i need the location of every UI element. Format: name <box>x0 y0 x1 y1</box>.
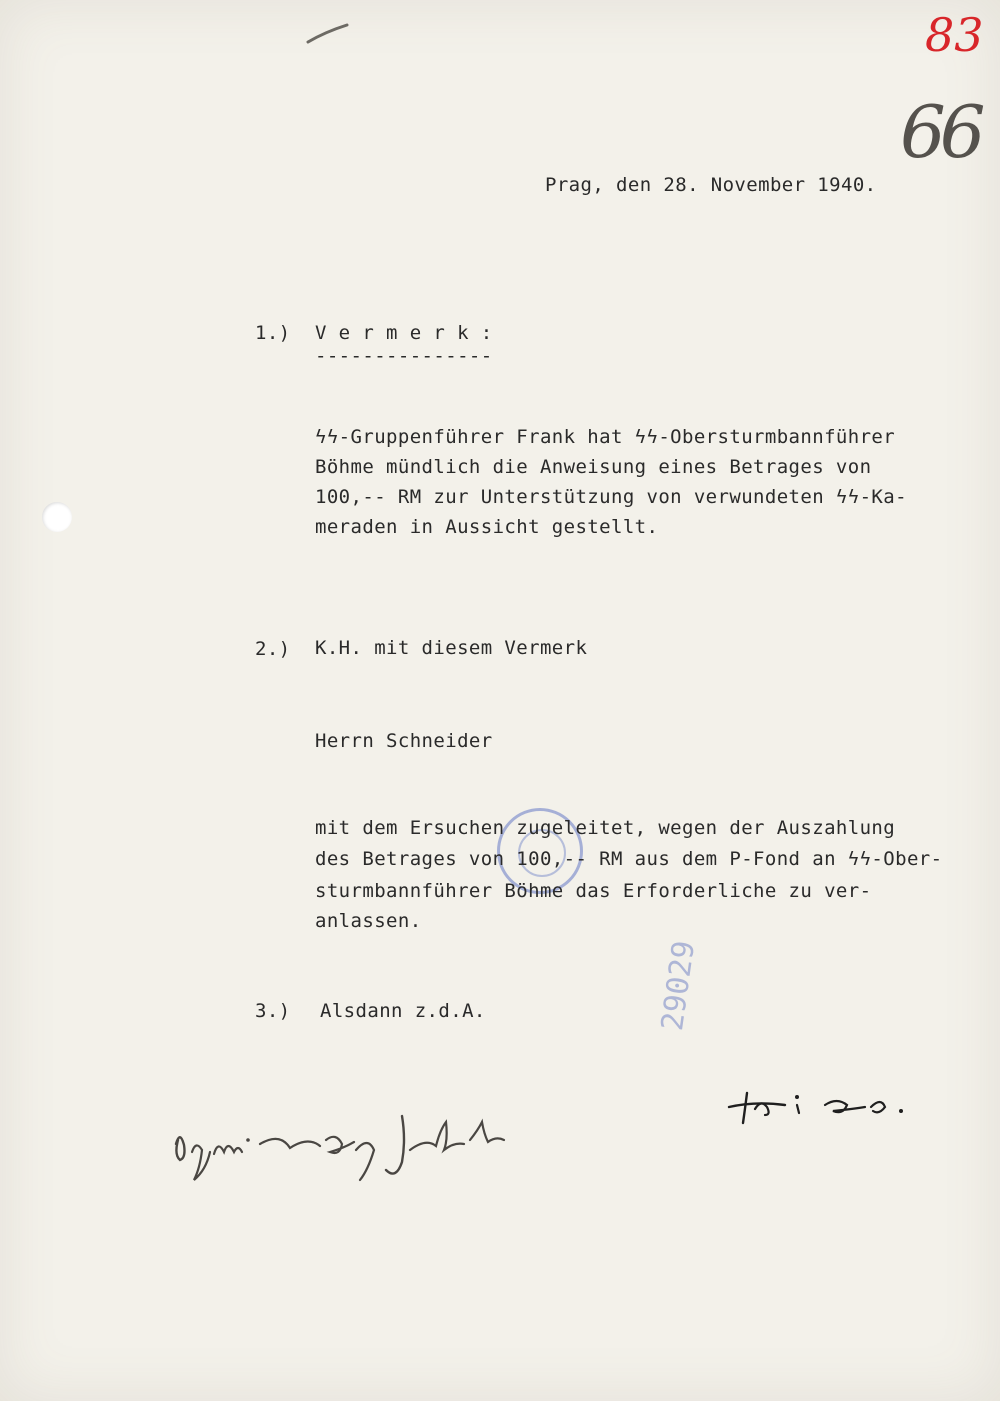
section-1-heading: V e r m e r k : <box>315 322 493 344</box>
pencil-folio-number: 66 <box>900 90 980 174</box>
section-3-text: Alsdann z.d.A. <box>320 1000 486 1022</box>
punch-hole <box>42 502 72 532</box>
section-1-line: ϟϟ-Gruppenführer Frank hat ϟϟ-Obersturmbannführer <box>315 426 896 448</box>
section-1-underline: --------------- <box>315 345 493 367</box>
section-1-line: Böhme mündlich die Anweisung eines Betrages von <box>315 456 872 478</box>
section-2-line: des Betrages von 100,-- RM aus dem P-Fond an ϟϟ-Ober- <box>315 848 943 870</box>
pencil-mark <box>305 22 350 47</box>
ink-initials <box>725 1085 915 1130</box>
section-3-number: 3.) <box>255 1000 291 1022</box>
section-1-number: 1.) <box>255 322 291 344</box>
section-2-line: mit dem Ersuchen zugeleitet, wegen der Auszahlung <box>315 817 896 839</box>
place-date: Prag, den 28. November 1940. <box>545 174 877 196</box>
red-folio-number: 83 <box>925 8 984 62</box>
section-1-line: 100,-- RM zur Unterstützung von verwundeten ϟϟ-Ka- <box>315 486 907 508</box>
pencil-signature <box>170 1100 530 1190</box>
section-2-line: sturmbannführer Böhme das Erforderliche zu ver- <box>315 880 872 902</box>
recipient-name: Herrn Schneider <box>315 730 493 752</box>
section-2-line: anlassen. <box>315 910 422 932</box>
archive-stamp-number: 29029 <box>655 938 703 1033</box>
section-2-intro: K.H. mit diesem Vermerk <box>315 637 588 659</box>
section-1-line: meraden in Aussicht gestellt. <box>315 516 659 538</box>
section-2-number: 2.) <box>255 638 291 660</box>
